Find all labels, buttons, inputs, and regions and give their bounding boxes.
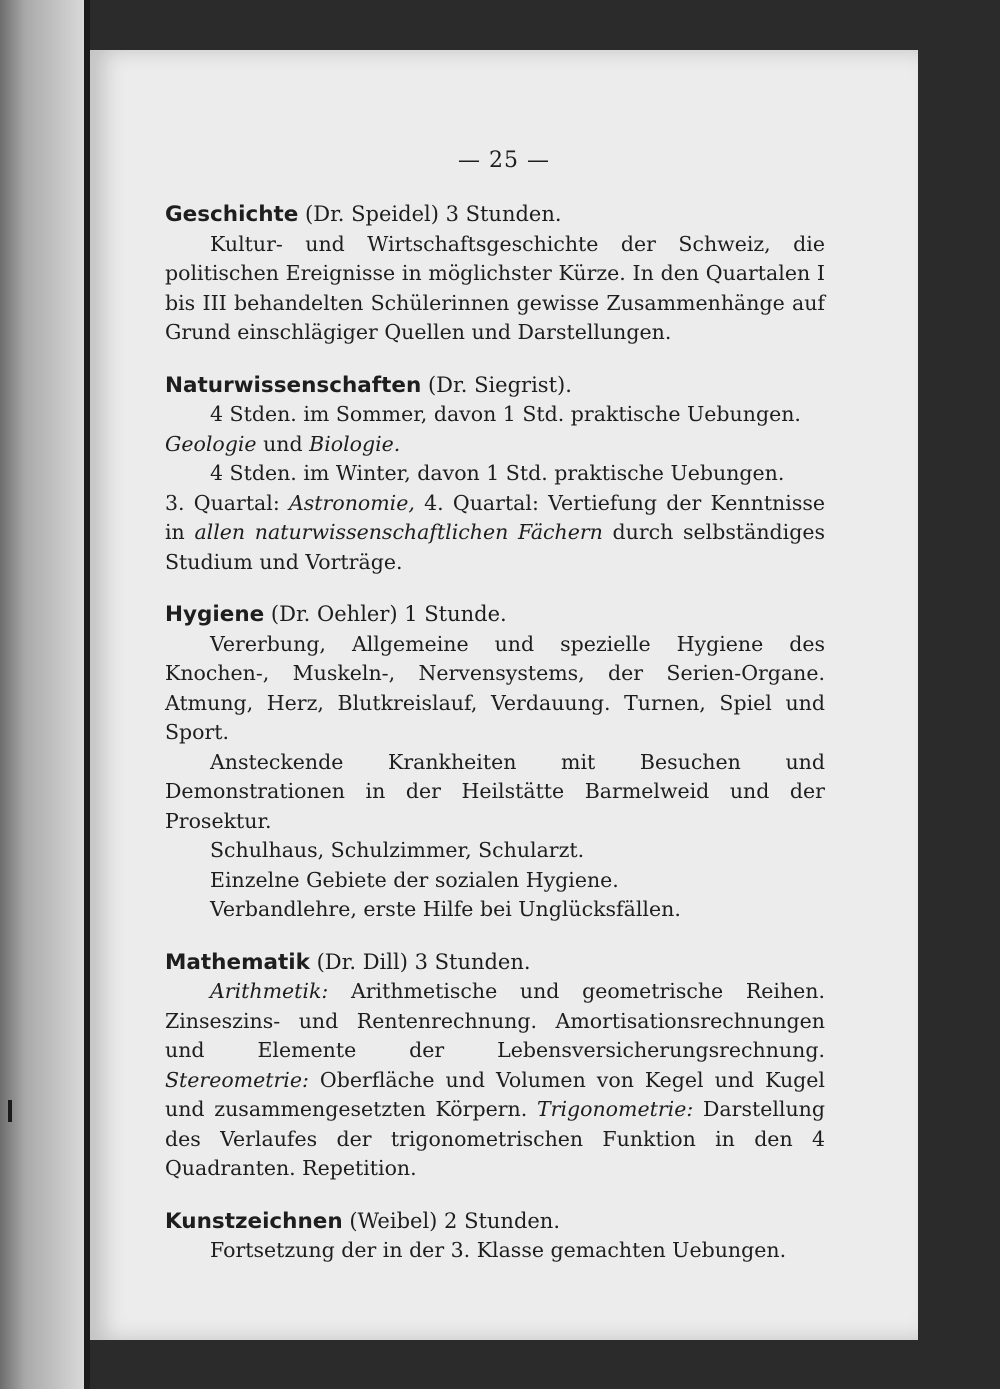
adjacent-page-edge	[0, 0, 84, 1389]
section-heading	[165, 600, 825, 630]
topic-biologie: Biologie.	[309, 431, 401, 456]
arithmetik-text: Arithmetische und geometrische Reihen. Zinseszins- und Rentenrechnung. Amortisationsrechnungen und Elemente der Lebensversicherungsrechnung.	[165, 979, 825, 1062]
subject-title: Naturwissenschaften	[165, 372, 422, 398]
hygiene-paragraph: Vererbung, Allgemeine und spezielle Hygiene des Knochen-, Muskeln-, Nervensystems, der Serien-Organe. Atmung, Herz, Blutkreislauf, Verdauung. Turnen, Spiel und Sport.	[165, 631, 825, 744]
quarter-4-text: 4. Quartal: Vertiefung der Kenntnisse in	[165, 490, 825, 544]
section-heading	[165, 1207, 825, 1237]
subject-meta: (Weibel) 2 Stunden.	[342, 1208, 561, 1233]
subject-meta: (Dr. Dill) 3 Stunden.	[309, 949, 531, 974]
subject-meta: (Dr. Speidel) 3 Stunden.	[298, 202, 562, 226]
page-number: — 25 —	[458, 148, 550, 173]
subject-title: Hygiene	[165, 602, 265, 627]
section-heading	[165, 200, 825, 230]
hygiene-paragraph: Einzelne Gebiete der sozialen Hygiene.	[210, 867, 619, 892]
section-body: Fortsetzung der in der 3. Klasse gemachten Uebungen.	[210, 1238, 787, 1262]
math-body	[165, 977, 825, 1184]
section-kunstzeichnen	[165, 1207, 825, 1266]
subject-title: Kunstzeichnen	[165, 1208, 343, 1234]
subject-meta: (Dr. Siegrist).	[421, 372, 572, 397]
hygiene-paragraph: Ansteckende Krankheiten mit Besuchen und Demonstrationen in der Heilstätte Barmelweid und der Prosektur.	[165, 749, 825, 833]
hygiene-paragraph: Schulhaus, Schulzimmer, Schularzt.	[210, 838, 585, 862]
stereometrie-text: Oberfläche und Volumen von Kegel und Kugel und zusammengesetzten Körpern.	[165, 1067, 825, 1121]
scan-artifact	[8, 1100, 12, 1122]
section-hygiene	[165, 600, 825, 925]
section-mathematik	[165, 948, 825, 1184]
topic-stereometrie: Stereometrie:	[165, 1067, 309, 1092]
topic-rest: durch selbständiges Studium und Vorträge.	[165, 520, 825, 574]
section-body: Kultur- und Wirtschaftsgeschichte der Schweiz, die politischen Ereignisse in möglichster Kürze. In den Quartalen I bis III behandelten Schülerinnen gewisse Zusammenhänge auf Grund einschlägiger Quellen und Darstellungen.	[165, 231, 825, 344]
subject-title: Geschichte	[165, 202, 299, 227]
book-page	[90, 50, 918, 1340]
summer-hours: 4 Stden. im Sommer, davon 1 Std. praktische Uebungen.	[210, 402, 801, 426]
subject-title: Mathematik	[165, 949, 310, 975]
hygiene-paragraph: Verbandlehre, erste Hilfe bei Unglücksfällen.	[210, 897, 681, 921]
topic-all-sciences: allen naturwissenschaftlichen Fächern	[194, 520, 603, 544]
topic-geologie: Geologie	[165, 431, 257, 456]
section-heading	[165, 371, 825, 401]
topic-arithmetik: Arithmetik:	[210, 979, 329, 1003]
topic-trigonometrie: Trigonometrie:	[536, 1097, 694, 1121]
section-naturwissenschaften	[165, 371, 825, 578]
section-heading	[165, 948, 825, 978]
winter-hours: 4 Stden. im Winter, davon 1 Std. praktische Uebungen.	[210, 461, 785, 485]
section-geschichte	[165, 200, 825, 348]
subject-meta: (Dr. Oehler) 1 Stunde.	[264, 602, 507, 626]
winter-topics	[165, 489, 825, 578]
trigonometrie-text: Darstellung des Verlaufes der trigonometrischen Funktion in den 4 Quadranten. Repetition.	[165, 1097, 825, 1180]
quarter-3-label: 3. Quartal:	[165, 490, 289, 515]
summer-topics	[165, 430, 825, 460]
conjunction: und	[256, 431, 310, 456]
topic-astronomie: Astronomie,	[288, 490, 415, 515]
page-content	[165, 200, 825, 1289]
